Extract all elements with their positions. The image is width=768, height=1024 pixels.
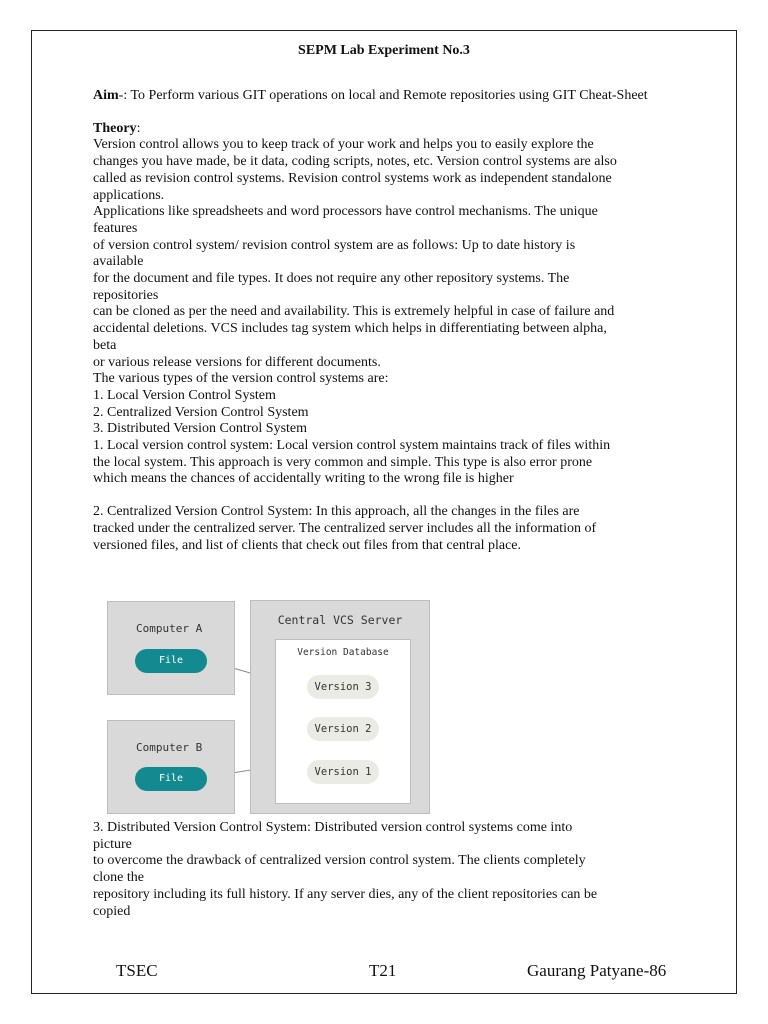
aim-label: Aim (93, 88, 119, 103)
theory-line: of version control system/ revision control system are as follows: Up to date history is (93, 237, 576, 253)
version-3: Version 3 (307, 675, 379, 699)
theory-line: applications. (93, 187, 165, 203)
theory-line: changes you have made, be it data, coding scripts, notes, etc. Version control systems are also (93, 154, 617, 170)
footer-left: TSEC (116, 961, 158, 980)
centralized-line: tracked under the centralized server. The centralized server includes all the information of (93, 520, 597, 536)
distributed-line: copied (93, 903, 131, 919)
computer-a-label: Computer A (136, 622, 203, 635)
theory-line: beta (93, 337, 117, 353)
page-title: SEPM Lab Experiment No.3 (298, 43, 470, 58)
distributed-text (93, 820, 683, 920)
theory-line: which means the chances of accidentally writing to the wrong file is higher (93, 471, 514, 487)
distributed-section (93, 820, 683, 920)
computer-b-file: File (135, 767, 207, 791)
theory-line: features (93, 220, 138, 236)
theory-heading: Theory: (93, 120, 141, 136)
distributed-line: picture (93, 836, 132, 852)
theory-line: Version control allows you to keep track of your work and helps you to easily explore the (93, 137, 594, 153)
version-1: Version 1 (307, 760, 379, 784)
footer-center: T21 (369, 961, 397, 980)
footer-right: Gaurang Patyane-86 (527, 961, 667, 980)
distributed-line: clone the (93, 870, 144, 886)
theory-line: called as revision control systems. Revision control systems work as independent standalone (93, 170, 612, 186)
version-database-box (275, 639, 411, 804)
computer-a-box (107, 601, 235, 695)
centralized-line: versioned files, and list of clients that check out files from that central place. (93, 537, 522, 553)
theory-line: accidental deletions. VCS includes tag system which helps in differentiating between alpha, (93, 321, 607, 337)
centralized-text (93, 504, 683, 554)
theory-line: repositories (93, 287, 159, 303)
version-2: Version 2 (307, 717, 379, 741)
distributed-line: to overcome the drawback of centralized version control system. The clients completely (93, 853, 586, 869)
theory-line: 3. Distributed Version Control System (93, 421, 308, 437)
computer-b-box (107, 720, 235, 814)
theory-line: The various types of the version control systems are: (93, 371, 389, 387)
aim-paragraph (93, 88, 683, 105)
theory-line: or various release versions for different documents. (93, 354, 381, 370)
distributed-line: repository including its full history. If any server dies, any of the client repositories can be (93, 886, 598, 902)
theory-label: Theory (93, 120, 137, 136)
theory-text (93, 137, 683, 488)
aim-text: -: To Perform various GIT operations on local and Remote repositories using GIT Cheat-Sheet (118, 88, 648, 103)
theory-line: 2. Centralized Version Control System (93, 404, 309, 420)
theory-line: can be cloned as per the need and availability. This is extremely helpful in case of failure and (93, 304, 615, 320)
document-body (93, 88, 683, 554)
theory-line: available (93, 254, 144, 270)
server-title: Central VCS Server (277, 613, 403, 627)
centralized-vcs-diagram (100, 596, 436, 816)
version-database-title: Version Database (297, 647, 389, 658)
theory-line: 1. Local Version Control System (93, 387, 276, 403)
centralized-line: 2. Centralized Version Control System: In this approach, all the changes in the files are (93, 504, 580, 520)
distributed-line: 3. Distributed Version Control System: Distributed version control systems come into (93, 820, 573, 835)
computer-b-label: Computer B (136, 741, 203, 754)
theory-line: Applications like spreadsheets and word processors have control mechanisms. The unique (93, 204, 598, 220)
computer-a-file: File (135, 649, 207, 673)
theory-line: for the document and file types. It does not require any other repository systems. The (93, 271, 570, 287)
theory-line: 1. Local version control system: Local version control system maintains track of files within (93, 438, 611, 454)
theory-line: the local system. This approach is very common and simple. This type is also error prone (93, 454, 593, 470)
server-box (250, 600, 430, 814)
